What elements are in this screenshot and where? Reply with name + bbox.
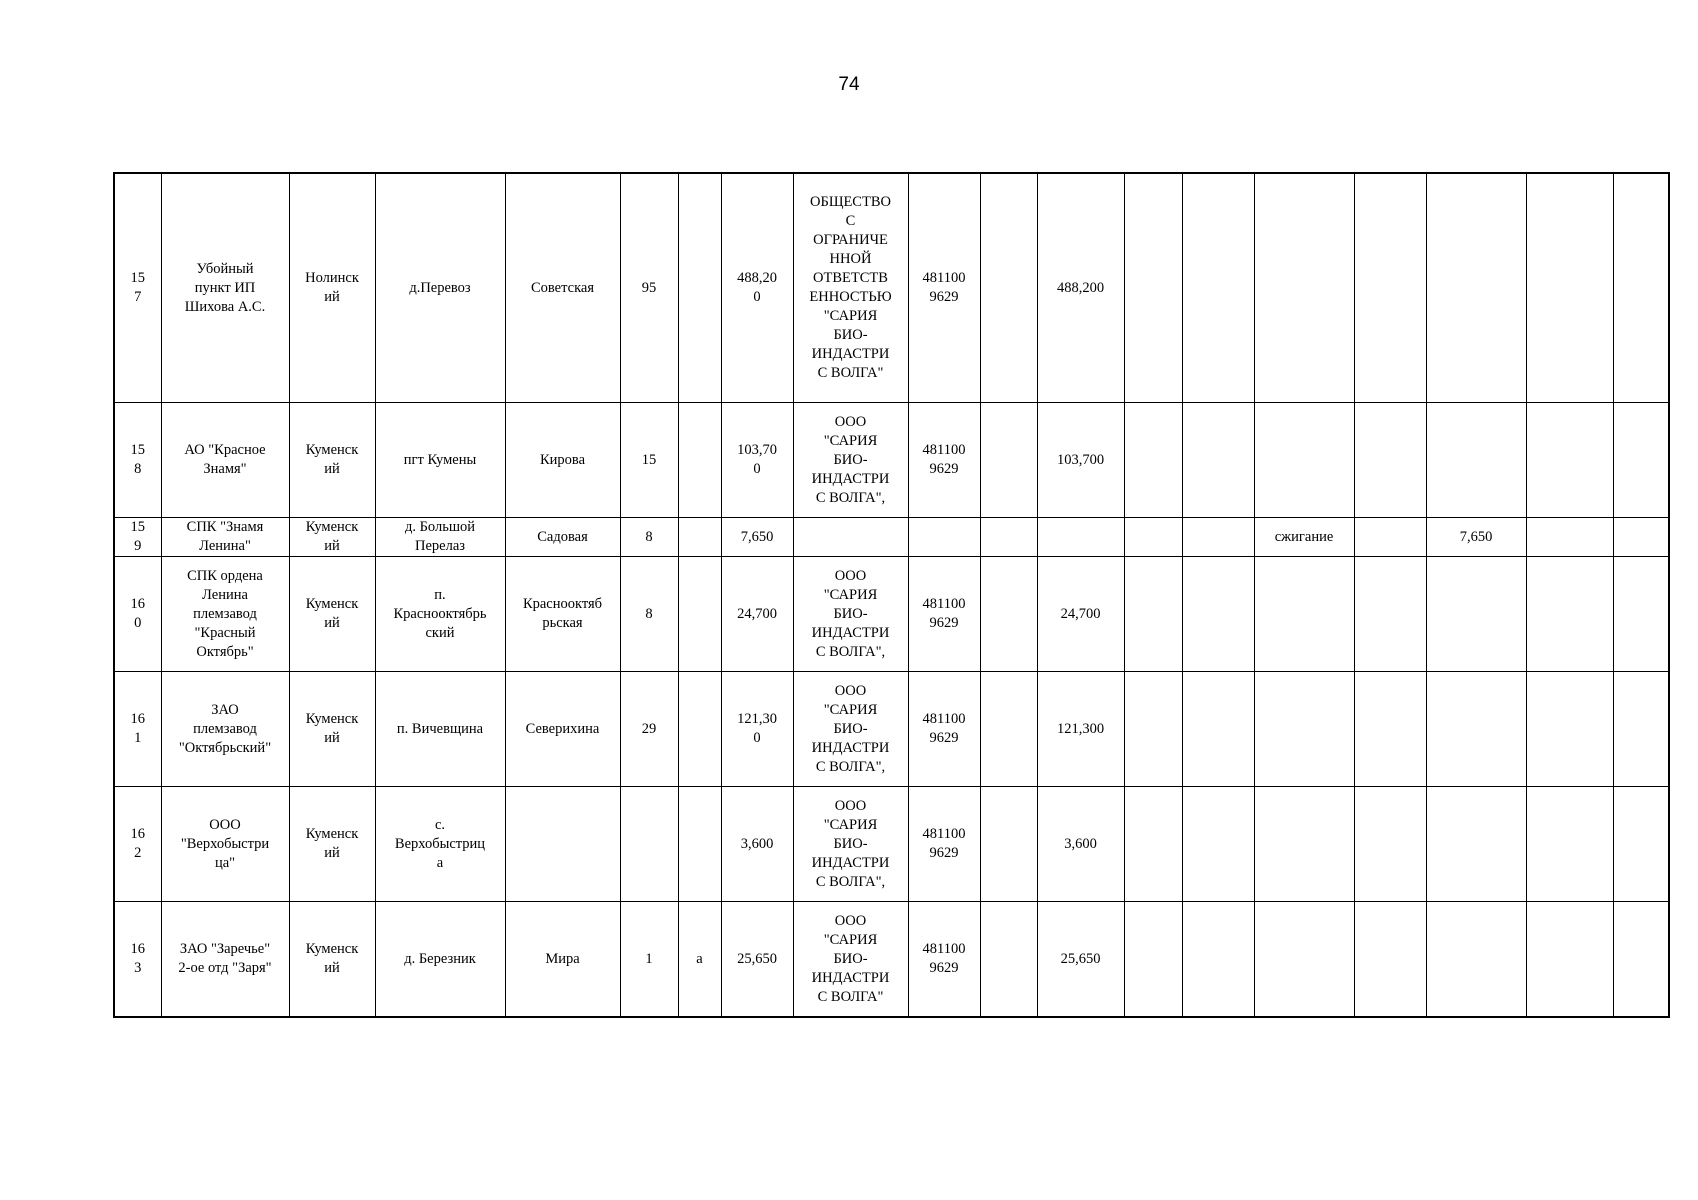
cell-text-line: "САРИЯ [823,308,878,324]
object-name-cell [161,518,289,557]
empty-cell [1124,557,1182,672]
cell-text: 1 [645,950,653,967]
cell-text-line: 3,600 [740,835,774,852]
waste-registry-table [113,172,1670,1018]
page-number: 74 [838,74,860,95]
cell-text: 24,700 [1060,605,1101,622]
cell-text-line: ий [324,730,340,746]
cell-text-line: 7 [134,289,142,305]
cell-text-line: Куменск [305,941,359,957]
cell-text-line: 0 [134,615,142,631]
settlement-cell [375,902,505,1018]
empty-cell [980,672,1037,787]
cell-text-line: "САРИЯ [823,586,878,603]
cell-text-line: Кирова [539,451,586,468]
empty-cell [1526,403,1613,518]
receiver-org-cell [793,787,908,902]
street-cell [505,557,620,672]
cell-text-line: ий [324,615,340,631]
transfer-mass-cell [1037,557,1124,672]
disposal-method-cell [1254,557,1354,672]
receiver-inn-cell [908,902,980,1018]
cell-text-line: с. [434,816,446,833]
cell-text: 3,600 [1064,835,1097,852]
cell-text-line: Ленина [202,586,248,603]
settlement-cell [375,557,505,672]
district-cell [289,902,375,1018]
cell-text-line: ООО [834,567,867,584]
transfer-mass-cell [1037,672,1124,787]
cell-text-line: ий [324,289,340,305]
cell-text-line: д.Перевоз [409,279,471,296]
cell-text-line: 0 [753,461,761,477]
empty-cell [1124,403,1182,518]
cell-text-line: С ВОЛГА" [817,365,884,381]
cell-text: сжигание [1274,528,1334,545]
empty-cell [1526,557,1613,672]
street-cell [505,787,620,902]
table-row [114,403,1669,518]
cell-text-line: Перелаз [415,538,465,554]
disposal-method-cell [1254,902,1354,1018]
empty-cell [1526,787,1613,902]
cell-text-line: "САРИЯ [823,931,878,948]
house-cell [620,787,678,902]
cell-text-line: 0 [753,730,761,746]
table-row [114,902,1669,1018]
building-cell [678,403,721,518]
cell-text-line: пункт ИП [194,279,256,296]
cell-text-line: ИНДАСТРИ [811,854,890,871]
empty-cell [1613,173,1669,403]
disposed-mass-cell [1426,902,1526,1018]
cell-text-line: Нолинск [305,270,359,286]
cell-text-line: Мира [545,950,580,967]
cell-text: 121,300 [1056,720,1105,737]
cell-text-line: 9629 [929,960,959,976]
cell-text-line: ОТВЕТСТВ [813,270,888,286]
empty-cell [1354,672,1426,787]
cell-text-line: 481100 [922,596,966,612]
street-cell [505,173,620,403]
empty-cell [1182,173,1254,403]
cell-text-line: Куменск [305,596,359,612]
empty-cell [1526,902,1613,1018]
street-cell [505,902,620,1018]
object-name-cell [161,902,289,1018]
settlement-cell [375,787,505,902]
cell-text-line: д. Березник [404,950,476,967]
cell-text-line: Убойный [196,260,254,277]
cell-text: 488,200 [1056,279,1105,296]
district-cell [289,787,375,902]
settlement-cell [375,403,505,518]
empty-cell [1354,787,1426,902]
cell-text-line: 16 [130,711,145,727]
row-number-cell [114,902,161,1018]
table-row [114,557,1669,672]
table-row [114,672,1669,787]
table-row [114,173,1669,403]
empty-cell [1613,518,1669,557]
row-number-cell [114,518,161,557]
receiver-org-cell [793,518,908,557]
building-cell [678,902,721,1018]
cell-text-line: Садовая [537,528,588,545]
receiver-inn-cell [908,672,980,787]
disposal-method-cell [1254,672,1354,787]
cell-text-line: ий [324,960,340,976]
cell-text-line: БИО- [833,950,868,967]
cell-text-line: ООО [834,682,867,699]
cell-text-line: С ВОЛГА", [815,873,886,890]
cell-text-line: 2-ое отд "Заря" [178,960,272,976]
district-cell [289,557,375,672]
cell-text-line: 481100 [922,826,966,842]
cell-text-line: 15 [130,442,145,458]
cell-text-line: ИНДАСТРИ [811,969,890,986]
cell-text-line: п. Вичевщина [396,720,484,737]
cell-text-line: 0 [753,289,761,305]
house-cell [620,557,678,672]
cell-text-line: д. Большой [404,519,476,535]
house-cell [620,518,678,557]
receiver-inn-cell [908,173,980,403]
cell-text-line: 7,650 [740,528,774,545]
house-cell [620,403,678,518]
empty-cell [1354,557,1426,672]
receiver-org-cell [793,557,908,672]
cell-text: 29 [641,720,657,737]
cell-text-line: Куменск [305,442,359,458]
building-cell [678,787,721,902]
settlement-cell [375,518,505,557]
street-cell [505,672,620,787]
cell-text-line: а [436,854,444,871]
table-row [114,518,1669,557]
house-cell [620,672,678,787]
disposed-mass-cell [1426,672,1526,787]
receiver-org-cell [793,403,908,518]
empty-cell [980,787,1037,902]
cell-text-line: Куменск [305,826,359,842]
cell-text-line: 2 [134,845,142,861]
empty-cell [980,173,1037,403]
cell-text-line: 1 [134,730,142,746]
cell-text-line: БИО- [833,327,868,343]
cell-text-line: БИО- [833,835,868,852]
cell-text-line: ИНДАСТРИ [811,346,890,362]
cell-text-line: 9629 [929,845,959,861]
row-number-cell [114,787,161,902]
cell-text-line: 9629 [929,289,959,305]
row-number-cell [114,672,161,787]
settlement-cell [375,173,505,403]
cell-text-line: ий [324,538,340,554]
cell-text-line: ИНДАСТРИ [811,624,890,641]
cell-text-line: 9629 [929,615,959,631]
object-name-cell [161,173,289,403]
empty-cell [980,902,1037,1018]
cell-text: 25,650 [1060,950,1101,967]
cell-text-line: Шихова А.С. [184,298,266,315]
cell-text-line: 121,30 [737,711,777,727]
receiver-inn-cell [908,518,980,557]
cell-text: 7,650 [1459,528,1493,545]
disposed-mass-cell [1426,403,1526,518]
receiver-org-cell [793,672,908,787]
waste-mass-cell [721,403,793,518]
object-name-cell [161,672,289,787]
cell-text-line: "САРИЯ [823,816,878,833]
empty-cell [1124,672,1182,787]
cell-text-line: ий [324,461,340,477]
empty-cell [1354,173,1426,403]
waste-mass-cell [721,557,793,672]
cell-text-line: 24,700 [737,605,777,622]
empty-cell [1182,518,1254,557]
building-cell [678,518,721,557]
building-cell [678,672,721,787]
cell-text-line: БИО- [833,720,868,737]
transfer-mass-cell [1037,902,1124,1018]
empty-cell [1526,173,1613,403]
cell-text-line: 9 [134,538,142,554]
row-number-cell [114,557,161,672]
cell-text-line: Ленина" [199,538,251,554]
cell-text-line: 16 [130,596,145,612]
empty-cell [1613,672,1669,787]
cell-text-line: "Октябрьский" [178,739,272,756]
receiver-org-cell [793,173,908,403]
cell-text-line: Верхобыстриц [394,835,486,852]
cell-text-line: ННОЙ [829,251,872,267]
cell-text-line: ОБЩЕСТВО [810,194,891,210]
cell-text-line: "САРИЯ [823,432,878,449]
cell-text-line: племзавод [193,605,257,622]
cell-text-line: "САРИЯ [823,701,878,718]
cell-text-line: Куменск [305,519,359,535]
cell-text-line: 103,70 [737,442,777,458]
empty-cell [1124,518,1182,557]
cell-text-line: Советская [531,279,594,296]
transfer-mass-cell [1037,787,1124,902]
table-row [114,787,1669,902]
cell-text-line: пгт Кумены [403,451,477,468]
receiver-inn-cell [908,557,980,672]
cell-text-line: С ВОЛГА", [815,489,886,506]
cell-text-line: ООО [209,816,241,833]
empty-cell [1613,787,1669,902]
disposal-method-cell [1254,403,1354,518]
cell-text-line: п. [434,586,446,603]
cell-text-line: С ВОЛГА", [815,758,886,775]
cell-text-line: ИНДАСТРИ [811,739,890,756]
cell-text: 15 [641,451,657,468]
waste-mass-cell [721,672,793,787]
cell-text: а [696,950,703,967]
cell-text: 8 [645,528,653,545]
district-cell [289,173,375,403]
cell-text-line: ский [425,624,455,641]
cell-text: 8 [645,605,653,622]
waste-mass-cell [721,902,793,1018]
cell-text-line: 481100 [922,442,966,458]
waste-mass-cell [721,787,793,902]
cell-text-line: племзавод [193,720,257,737]
cell-text-line: "Красный [194,624,256,641]
empty-cell [1124,902,1182,1018]
building-cell [678,173,721,403]
disposal-method-cell [1254,518,1354,557]
empty-cell [1182,403,1254,518]
cell-text-line: Октябрь" [196,643,254,660]
waste-mass-cell [721,173,793,403]
cell-text-line: Краснооктяб [522,596,603,612]
receiver-org-cell [793,902,908,1018]
street-cell [505,518,620,557]
empty-cell [1124,173,1182,403]
cell-text-line: 25,650 [737,950,777,967]
empty-cell [980,403,1037,518]
empty-cell [980,518,1037,557]
cell-text-line: Северихина [525,720,600,737]
empty-cell [1182,902,1254,1018]
street-cell [505,403,620,518]
cell-text-line: БИО- [833,605,868,622]
transfer-mass-cell [1037,518,1124,557]
cell-text-line: ца" [214,854,236,871]
cell-text-line: ЗАО "Заречье" [179,941,271,957]
house-cell [620,173,678,403]
cell-text-line: Краснооктябрь [393,605,487,622]
cell-text-line: 8 [134,461,142,477]
cell-text-line: ий [324,845,340,861]
transfer-mass-cell [1037,403,1124,518]
cell-text-line: ООО [834,797,867,814]
cell-text-line: 481100 [922,941,966,957]
district-cell [289,403,375,518]
cell-text: 103,700 [1056,451,1105,468]
house-cell [620,902,678,1018]
cell-text-line: 16 [130,826,145,842]
disposal-method-cell [1254,173,1354,403]
cell-text-line: ИНДАСТРИ [811,470,890,487]
object-name-cell [161,403,289,518]
cell-text-line: 16 [130,941,145,957]
object-name-cell [161,557,289,672]
empty-cell [980,557,1037,672]
receiver-inn-cell [908,787,980,902]
empty-cell [1354,902,1426,1018]
empty-cell [1354,518,1426,557]
cell-text-line: ЗАО [211,701,239,718]
disposed-mass-cell [1426,173,1526,403]
cell-text: 95 [641,279,657,296]
empty-cell [1613,902,1669,1018]
empty-cell [1613,403,1669,518]
cell-text-line: 9629 [929,730,959,746]
cell-text-line: АО "Красное [184,442,266,458]
cell-text-line: 488,20 [737,270,777,286]
district-cell [289,672,375,787]
disposed-mass-cell [1426,787,1526,902]
cell-text-line: 481100 [922,270,966,286]
empty-cell [1124,787,1182,902]
empty-cell [1526,672,1613,787]
row-number-cell [114,403,161,518]
cell-text-line: С [845,213,856,229]
cell-text-line: Куменск [305,711,359,727]
cell-text-line: С ВОЛГА" [817,988,884,1005]
cell-text-line: Знамя" [203,461,247,477]
empty-cell [1613,557,1669,672]
cell-text-line: БИО- [833,451,868,468]
empty-cell [1354,403,1426,518]
empty-cell [1182,672,1254,787]
cell-text-line: 15 [130,270,145,286]
cell-text-line: СПК "Знамя [186,519,264,535]
cell-text-line: рьская [542,615,583,631]
cell-text-line: 481100 [922,711,966,727]
cell-text-line: ОГРАНИЧЕ [813,232,888,248]
cell-text-line: ООО [834,912,867,929]
cell-text-line: С ВОЛГА", [815,643,886,660]
cell-text-line: 15 [130,519,145,535]
object-name-cell [161,787,289,902]
disposal-method-cell [1254,787,1354,902]
waste-mass-cell [721,518,793,557]
receiver-inn-cell [908,403,980,518]
empty-cell [1182,787,1254,902]
disposed-mass-cell [1426,518,1526,557]
disposed-mass-cell [1426,557,1526,672]
settlement-cell [375,672,505,787]
cell-text-line: СПК ордена [187,567,263,584]
empty-cell [1182,557,1254,672]
cell-text-line: ООО [834,413,867,430]
cell-text-line: 3 [134,960,142,976]
cell-text-line: ЕННОСТЬЮ [809,289,892,305]
building-cell [678,557,721,672]
transfer-mass-cell [1037,173,1124,403]
district-cell [289,518,375,557]
cell-text-line: "Верхобыстри [180,835,270,852]
cell-text-line: 9629 [929,461,959,477]
empty-cell [1526,518,1613,557]
row-number-cell [114,173,161,403]
